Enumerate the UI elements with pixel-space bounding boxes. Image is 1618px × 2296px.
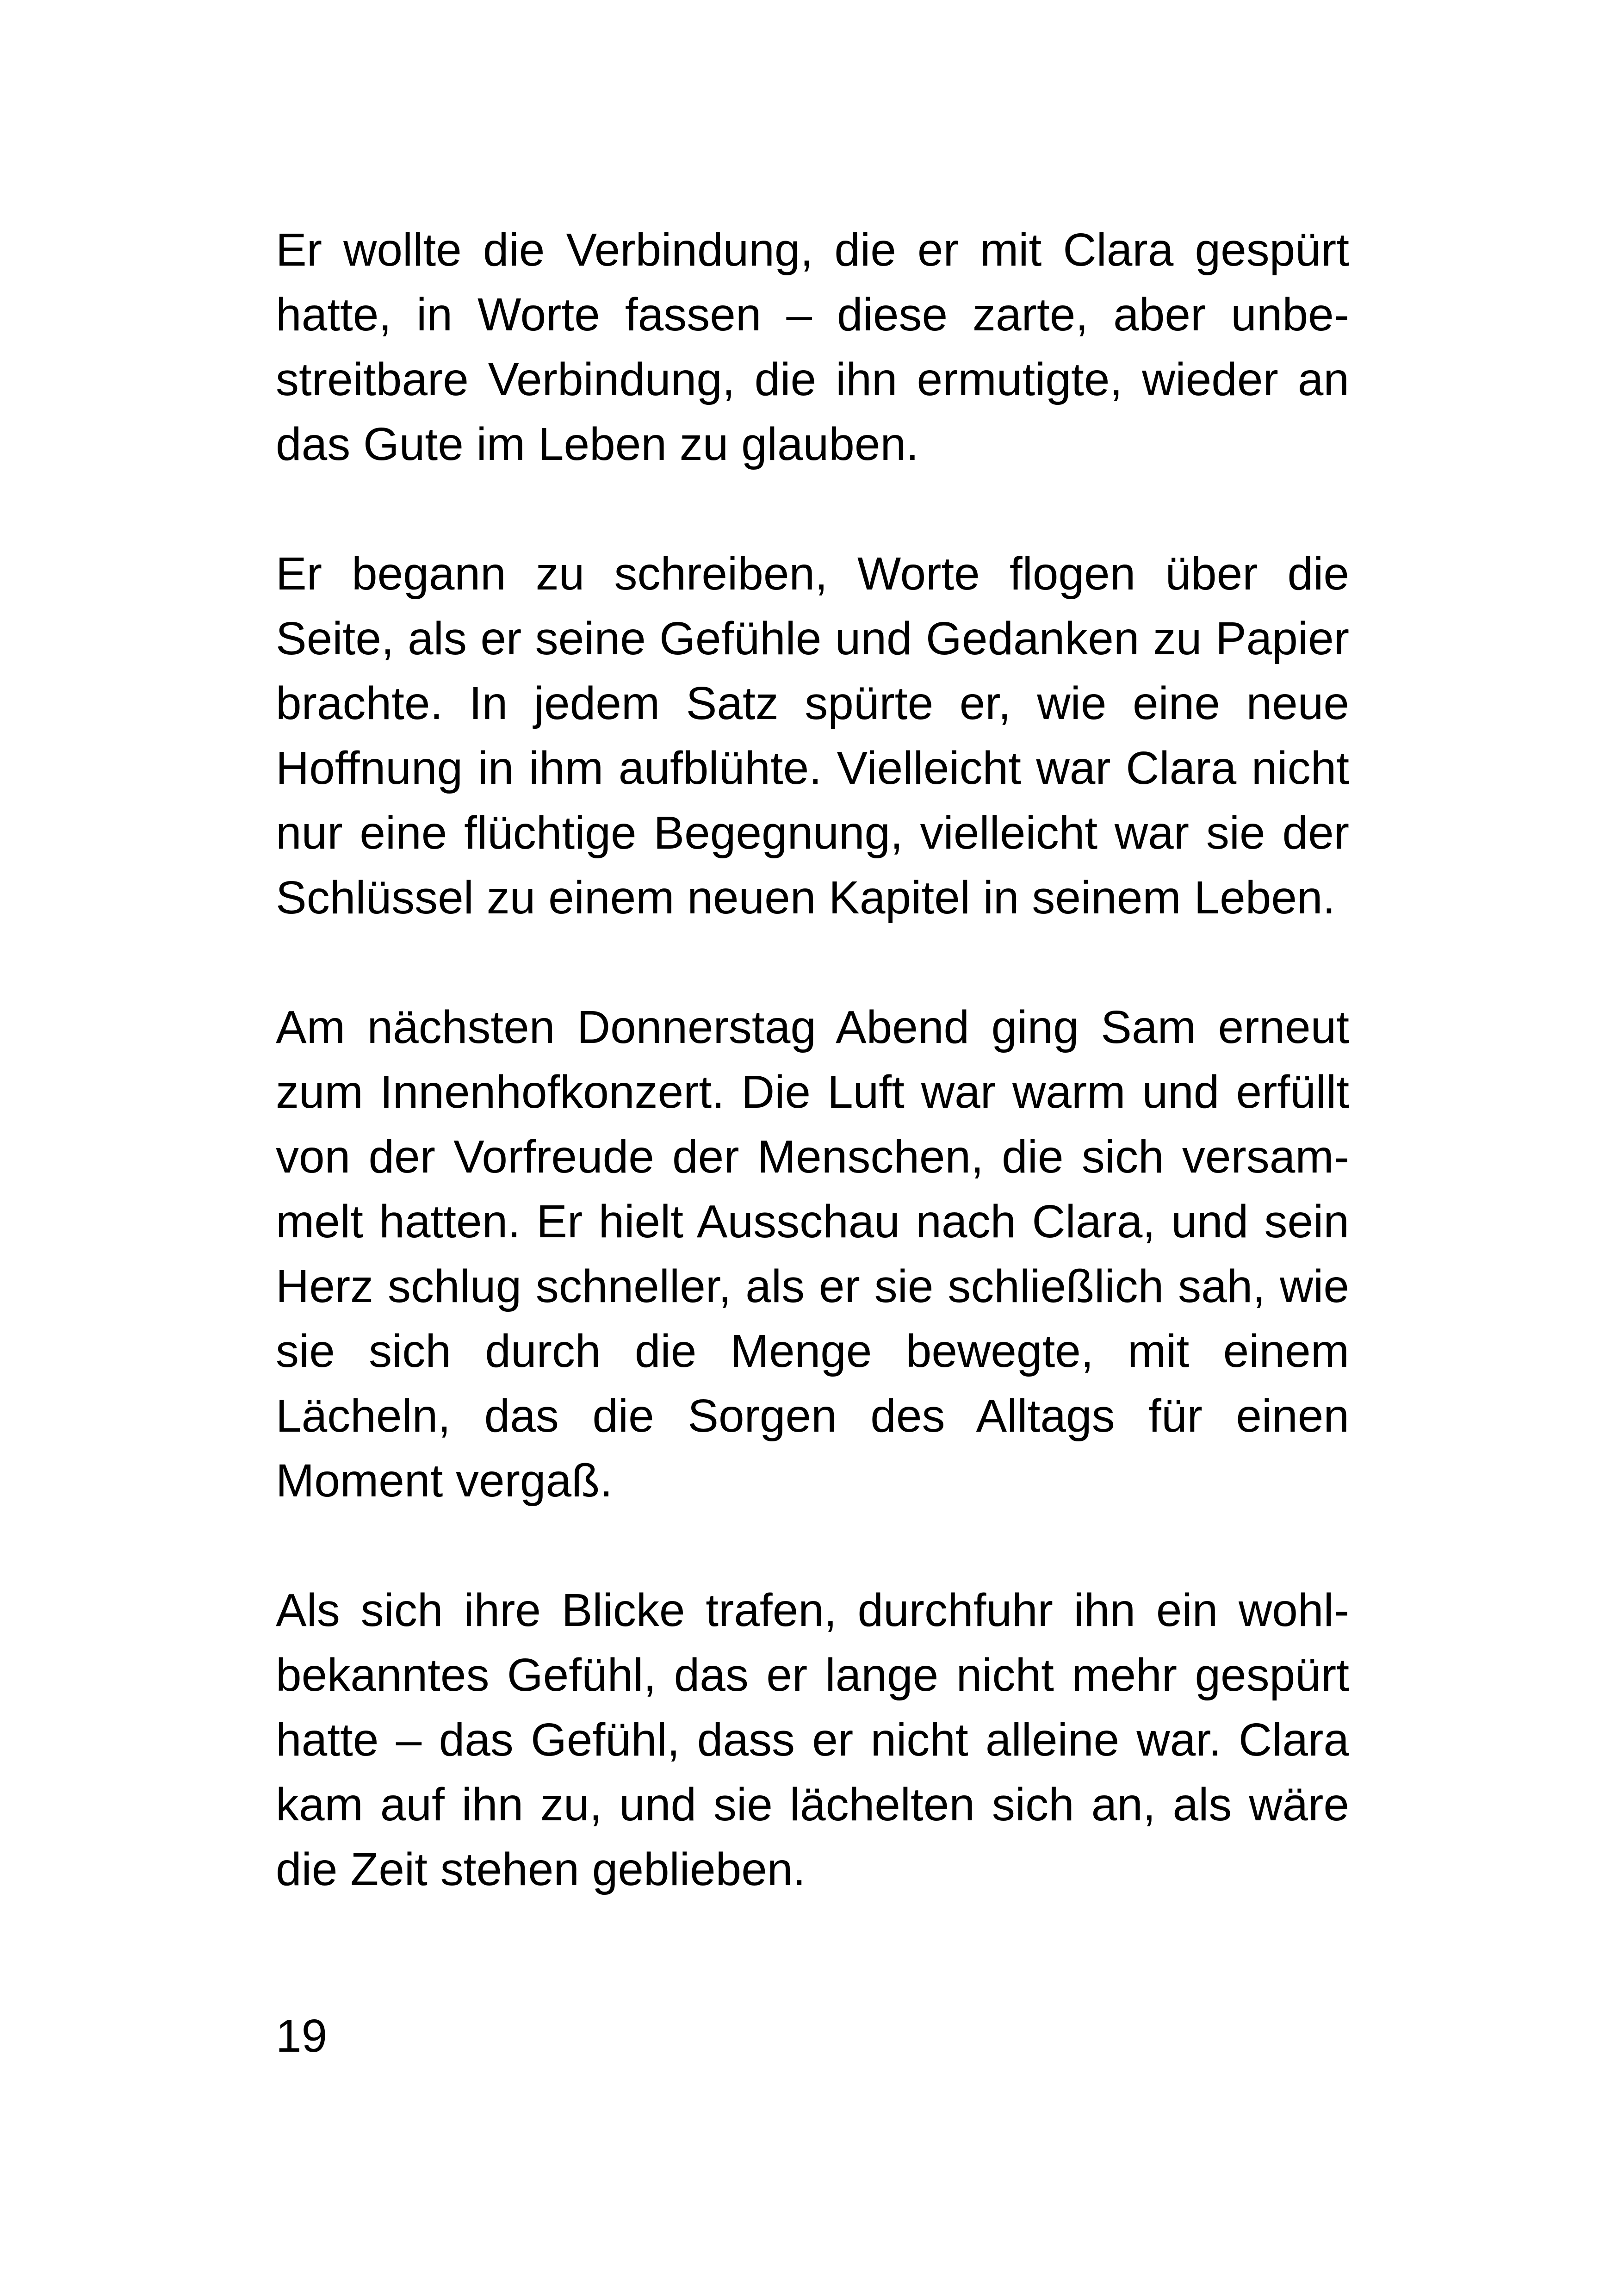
text-line: Am nächsten Donnerstag Abend ging Sam erneut	[276, 1001, 1349, 1053]
text-line: brachte. In jedem Satz spürte er, wie eine neue	[276, 677, 1349, 729]
text-line: streitbare Verbindung, die ihn ermutigte, wieder an	[276, 354, 1349, 405]
text-line: melt hatten. Er hielt Ausschau nach Clara, und sein	[276, 1196, 1349, 1247]
text-line: Als sich ihre Blicke trafen, durchfuhr ihn ein wohl-	[276, 1584, 1349, 1636]
text-line: kam auf ihn zu, und sie lächelten sich an, als wäre	[276, 1779, 1349, 1831]
text-line: hatte – das Gefühl, dass er nicht alleine war. Clara	[276, 1714, 1349, 1766]
text-line: von der Vorfreude der Menschen, die sich versam-	[276, 1131, 1349, 1183]
text-line: Hoffnung in ihm aufblühte. Vielleicht war Clara nicht	[276, 742, 1349, 794]
text-line: Herz schlug schneller, als er sie schließlich sah, wie	[276, 1260, 1349, 1312]
text-line: Seite, als er seine Gefühle und Gedanken zu Papier	[276, 613, 1349, 664]
text-line: Er wollte die Verbindung, die er mit Clara gespürt	[276, 224, 1349, 276]
text-line: nur eine flüchtige Begegnung, vielleicht war sie der	[276, 807, 1349, 859]
text-line: die Zeit stehen geblieben.	[276, 1843, 806, 1895]
paragraph-1	[276, 217, 1349, 477]
body-text	[276, 217, 1349, 1967]
text-line: Moment vergaß.	[276, 1455, 613, 1507]
text-line: hatte, in Worte fassen – diese zarte, aber unbe-	[276, 289, 1349, 341]
text-line: das Gute im Leben zu glauben.	[276, 418, 919, 470]
text-line: Er begann zu schreiben, Worte flogen über die	[276, 548, 1349, 600]
paragraph-4	[276, 1578, 1349, 1902]
paragraph-3	[276, 995, 1349, 1513]
text-line: sie sich durch die Menge bewegte, mit einem	[276, 1325, 1349, 1377]
page-number: 19	[276, 2010, 328, 2062]
text-line: zum Innenhofkonzert. Die Luft war warm und erfüllt	[276, 1066, 1349, 1118]
text-line: Schlüssel zu einem neuen Kapitel in seinem Leben.	[276, 872, 1336, 924]
paragraph-2	[276, 541, 1349, 930]
text-line: Lächeln, das die Sorgen des Alltags für einen	[276, 1390, 1349, 1442]
text-line: bekanntes Gefühl, das er lange nicht mehr gespürt	[276, 1649, 1349, 1701]
